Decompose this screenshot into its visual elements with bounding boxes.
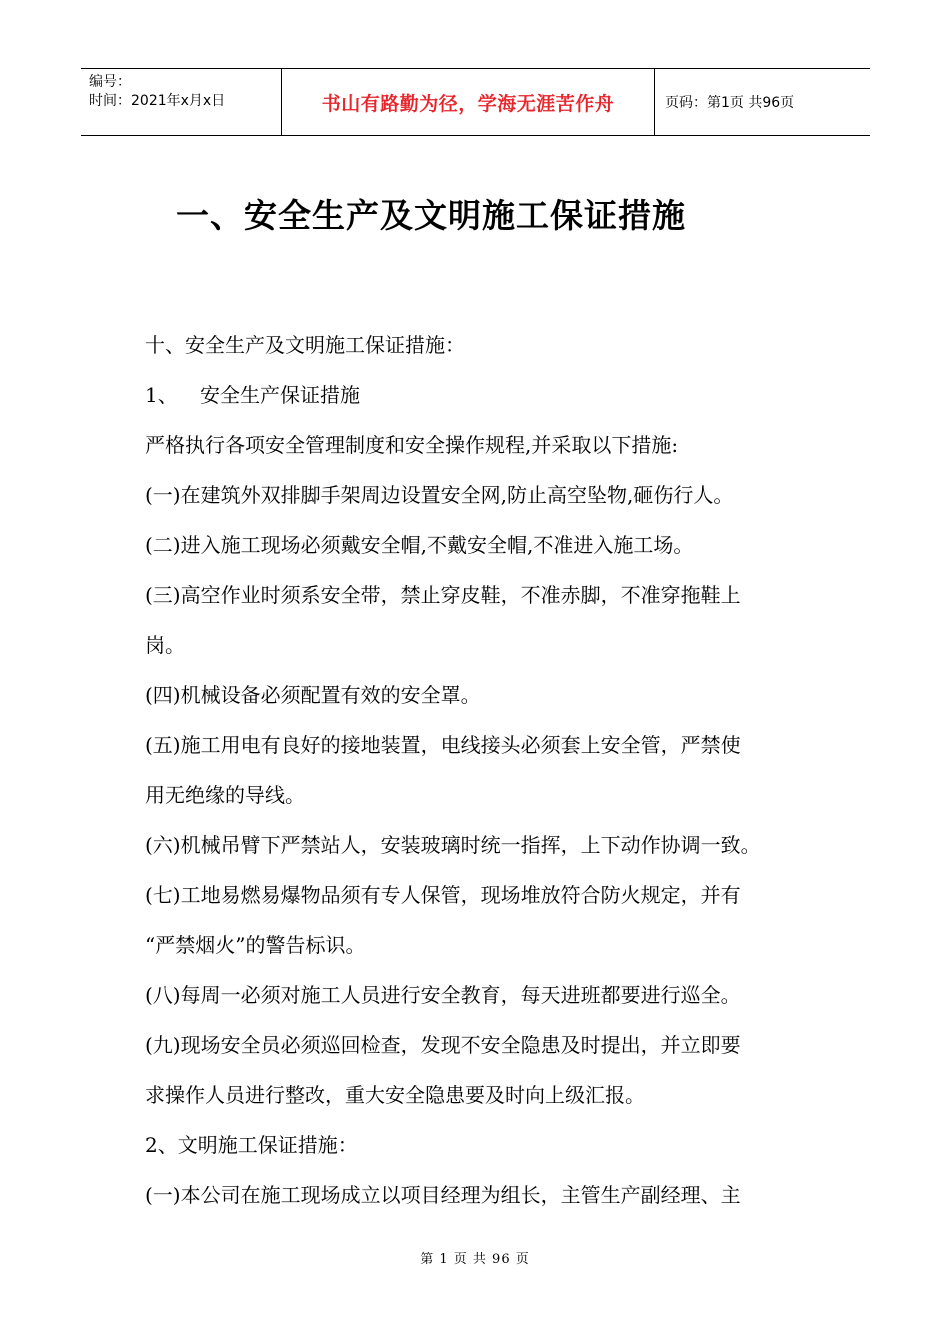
body-line: 求操作人员进行整改，重大安全隐患要及时向上级汇报。 [145,1083,645,1107]
header-motto: 书山有路勤为径，学海无涯苦作舟 [321,92,615,115]
subsection-title: 安全生产保证措施 [200,383,360,407]
document-header [81,68,870,136]
header-meta-cell [81,69,282,135]
section-heading: 十、安全生产及文明施工保证措施： [145,333,465,357]
header-page-cell [655,69,870,135]
body-line: (四)机械设备必须配置有效的安全罩。 [145,683,481,707]
body-line: 严格执行各项安全管理制度和安全操作规程,并采取以下措施: [145,433,679,457]
body-line: (六)机械吊臂下严禁站人，安装玻璃时统一指挥，上下动作协调一致。 [145,833,761,857]
body-line: (九)现场安全员必须巡回检查，发现不安全隐患及时提出，并立即要 [145,1033,741,1057]
page-title: 一、安全生产及文明施工保证措施 [176,196,686,235]
document-number-label: 编号： [89,74,131,90]
body-line: (三)高空作业时须系安全带，禁止穿皮鞋，不准赤脚，不准穿拖鞋上 [145,583,741,607]
body-line: (二)进入施工现场必须戴安全帽,不戴安全帽,不准进入施工场。 [145,533,694,557]
subsection-number: 1、 [145,383,178,407]
body-line: 岗。 [145,633,185,657]
body-line: (七)工地易燃易爆物品须有专人保管，现场堆放符合防火规定，并有 [145,883,741,907]
document-body [145,320,825,1220]
body-line: (一)在建筑外双排脚手架周边设置安全网,防止高空坠物,砸伤行人。 [145,483,734,507]
header-motto-cell [282,69,655,135]
header-page-info: 页码：第1页 共96页 [665,95,795,111]
body-line: 2、文明施工保证措施： [145,1133,358,1157]
body-line: 用无绝缘的导线。 [145,783,305,807]
body-line: “严禁烟火”的警告标识。 [145,933,366,957]
subsection-heading-1 [145,370,825,420]
document-date-label: 时间：2021年x月x日 [89,93,226,109]
body-line: (八)每周一必须对施工人员进行安全教育，每天进班都要进行巡全。 [145,983,741,1007]
body-line: (五)施工用电有良好的接地装置，电线接头必须套上安全管，严禁使 [145,733,741,757]
page-footer: 第 1 页 共 96 页 [420,1252,530,1267]
body-line: (一)本公司在施工现场成立以项目经理为组长，主管生产副经理、主 [145,1183,741,1207]
